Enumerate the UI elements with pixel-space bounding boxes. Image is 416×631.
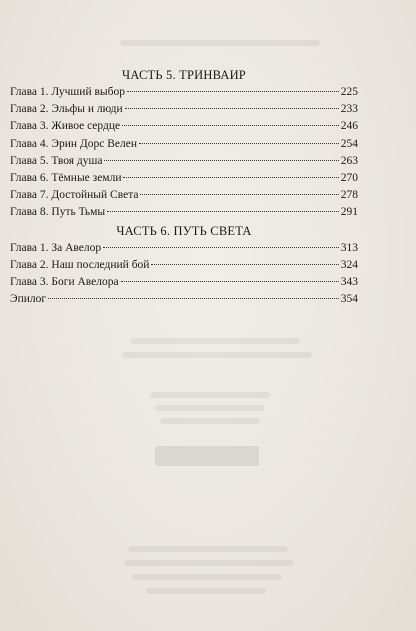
toc-entry[interactable] [10,240,358,257]
chapter-title: Глава 1. Лучший выбор [10,86,125,98]
toc-entry[interactable] [10,274,358,291]
toc-entry[interactable] [10,257,358,274]
chapter-title: Глава 8. Путь Тьмы [10,206,106,219]
dot-leader [122,125,339,126]
bleed-through-text [122,352,312,358]
toc-entry[interactable] [10,118,358,135]
page-number: 225 [340,86,358,98]
page-number: 291 [340,206,358,219]
toc-entry[interactable] [10,136,358,153]
chapter-title: Глава 4. Эрин Дорс Велен [10,137,138,150]
page-number: 343 [340,275,358,288]
part-title: ЧАСТЬ 6. ПУТЬ СВЕТА [116,223,252,238]
bleed-through-text [150,392,270,398]
chapter-title: Глава 6. Тёмные земли [10,171,122,184]
dot-leader [104,160,338,161]
toc-entry[interactable] [10,101,358,118]
dot-leader [121,281,339,282]
chapter-title: Эпилог [10,293,47,306]
toc-section-part-5 [10,66,358,222]
chapter-title: Глава 7. Достойный Света [10,189,139,202]
bleed-through-text [155,405,265,411]
chapter-title: Глава 1. За Авелор [10,241,102,254]
chapter-title: Глава 5. Твоя душа [10,154,103,167]
dot-leader [48,298,339,299]
bleed-through-text [160,418,260,424]
bleed-through-text [146,588,266,594]
page-number: 354 [340,293,358,306]
page-number: 270 [340,171,358,184]
dot-leader [125,108,339,109]
chapter-title: Глава 3. Живое сердце [10,120,121,133]
page-number: 246 [340,120,358,133]
part-title: ЧАСТЬ 5. ТРИНВАИР [122,68,246,82]
dot-leader [107,211,339,212]
bleed-through-text [130,338,300,344]
toc-entry[interactable] [10,187,358,204]
toc-section-part-6 [10,222,358,309]
toc-entry[interactable] [10,153,358,170]
page-number: 278 [340,189,358,202]
page-number: 233 [340,103,358,116]
bleed-through-logo [155,446,259,466]
chapter-title: Глава 3. Боги Авелора [10,275,119,288]
page-number: 324 [340,258,358,271]
bleed-through-text [128,546,288,552]
toc-entry[interactable] [10,291,358,308]
toc-entry[interactable] [10,204,358,221]
table-of-contents [10,66,358,308]
page-number: 313 [340,241,358,254]
page-number: 254 [340,137,358,150]
chapter-title: Глава 2. Наш последний бой [10,258,150,271]
dot-leader [140,194,338,195]
bleed-through-text [124,560,294,566]
page-number: 263 [340,154,358,167]
toc-entry[interactable] [10,170,358,187]
dot-leader [123,177,338,178]
dot-leader [127,91,339,92]
bleed-through-text [132,574,282,580]
dot-leader [103,247,339,248]
chapter-title: Глава 2. Эльфы и люди [10,103,123,116]
dot-leader [151,264,338,265]
toc-entry[interactable] [10,84,358,101]
bleed-through-text [120,40,320,46]
dot-leader [139,143,339,144]
